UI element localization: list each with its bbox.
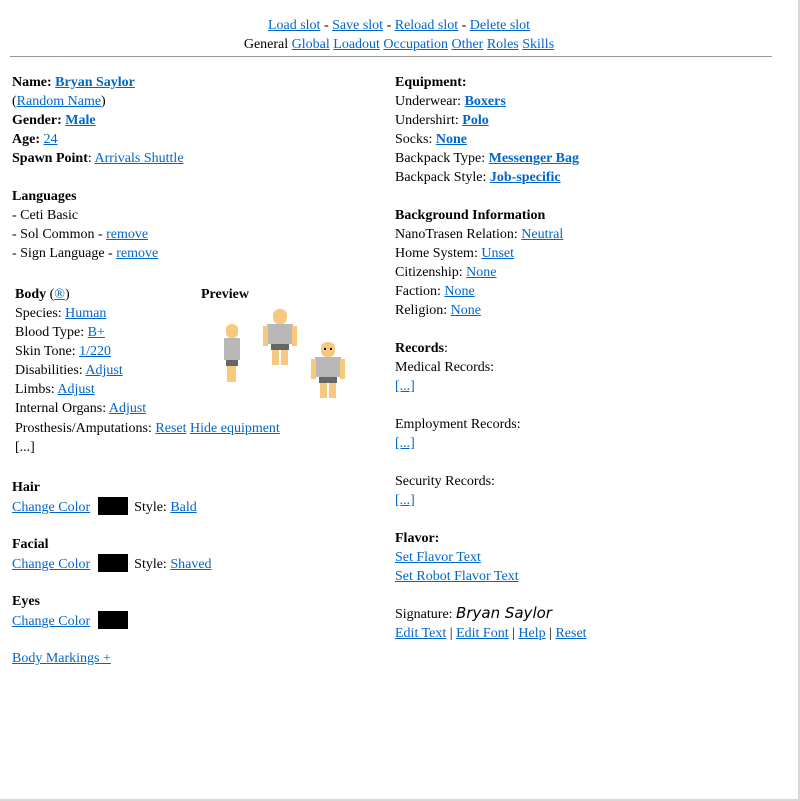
faction-link[interactable]: None [444, 284, 475, 299]
security-records-label: Security Records: [395, 474, 495, 489]
medical-records-label: Medical Records: [395, 360, 495, 375]
gender-link[interactable]: Male [65, 113, 96, 128]
save-slot-link[interactable]: Save slot [332, 18, 384, 33]
facial-title: Facial [12, 537, 49, 552]
load-slot-link[interactable]: Load slot [267, 18, 321, 33]
eyes-change-color-link[interactable]: Change Color [12, 614, 91, 629]
limbs-adjust-link[interactable]: Adjust [57, 382, 95, 397]
tab-roles[interactable]: Roles [486, 37, 519, 52]
species-link[interactable]: Human [65, 306, 107, 321]
help-link[interactable]: Help [518, 626, 546, 641]
gender-label: Gender: [12, 113, 62, 128]
preview-sprite-side [220, 322, 244, 384]
citizenship-link[interactable]: None [466, 265, 497, 280]
body-reg-link[interactable]: ® [54, 287, 65, 302]
reload-slot-link[interactable]: Reload slot [394, 18, 459, 33]
signature-label: Signature: [395, 607, 453, 622]
set-robot-flavor-text-link[interactable]: Set Robot Flavor Text [395, 569, 519, 584]
facial-color-swatch [98, 554, 128, 572]
tab-loadout[interactable]: Loadout [333, 37, 380, 52]
name-label: Name: [12, 75, 52, 90]
medical-records-link[interactable]: [...] [395, 379, 415, 394]
signature-value: Bryan Saylor [456, 604, 552, 622]
hair-color-swatch [98, 497, 128, 515]
preview-sprite-front [310, 341, 346, 399]
age-label: Age: [12, 132, 40, 147]
hair-style-link[interactable]: Bald [170, 500, 197, 515]
spawn-point-link[interactable]: Arrivals Shuttle [94, 151, 184, 166]
undershirt-link[interactable]: Polo [462, 113, 489, 128]
backpack-style-link[interactable]: Job-specific [489, 170, 561, 185]
slot-links: Load slot - Save slot - Reload slot - Delete slot [267, 18, 531, 33]
employment-records-link[interactable]: [...] [395, 436, 415, 451]
facial-change-color-link[interactable]: Change Color [12, 557, 91, 572]
religion-link[interactable]: None [450, 303, 481, 318]
facial-style-link[interactable]: Shaved [170, 557, 212, 572]
spawn-label: Spawn Point [12, 151, 88, 166]
body-title: Body [15, 287, 47, 302]
hair-change-color-link[interactable]: Change Color [12, 500, 91, 515]
socks-link[interactable]: None [435, 132, 467, 147]
prosthesis-reset-link[interactable]: Reset [155, 421, 187, 436]
hair-title: Hair [12, 480, 40, 495]
disabilities-adjust-link[interactable]: Adjust [85, 363, 123, 378]
equipment-title: Equipment: [395, 75, 467, 90]
preview-sprite-back [262, 308, 298, 366]
age-link[interactable]: 24 [43, 132, 58, 147]
language-item: - Sign Language - [12, 246, 117, 261]
employment-records-label: Employment Records: [395, 417, 521, 432]
remove-language-link[interactable]: remove [116, 246, 159, 261]
delete-slot-link[interactable]: Delete slot [469, 18, 531, 33]
language-item: - Ceti Basic [12, 208, 79, 223]
set-flavor-text-link[interactable]: Set Flavor Text [395, 550, 481, 565]
background-title: Background Information [395, 208, 546, 223]
random-name-link[interactable]: Random Name [16, 94, 102, 109]
tab-other[interactable]: Other [451, 37, 484, 52]
body-markings-link[interactable]: Body Markings + [12, 651, 111, 666]
security-records-link[interactable]: [...] [395, 493, 415, 508]
body-more: [...] [15, 440, 35, 455]
blood-type-link[interactable]: B+ [87, 325, 105, 340]
tab-general: General [243, 37, 289, 52]
eyes-color-swatch [98, 611, 128, 629]
tab-global[interactable]: Global [291, 37, 330, 52]
records-title: Records [395, 341, 444, 356]
nt-relation-link[interactable]: Neutral [521, 227, 564, 242]
underwear-link[interactable]: Boxers [464, 94, 506, 109]
home-system-link[interactable]: Unset [481, 246, 515, 261]
languages-title: Languages [12, 189, 77, 204]
edit-text-link[interactable]: Edit Text [395, 626, 447, 641]
tab-occupation[interactable]: Occupation [383, 37, 448, 52]
signature-reset-link[interactable]: Reset [555, 626, 587, 641]
tab-bar [0, 35, 798, 54]
organs-adjust-link[interactable]: Adjust [108, 401, 147, 416]
remove-language-link[interactable]: remove [106, 227, 149, 242]
skin-tone-link[interactable]: 1/220 [79, 344, 111, 359]
eyes-title: Eyes [12, 594, 40, 609]
edit-font-link[interactable]: Edit Font [456, 626, 509, 641]
flavor-title: Flavor: [395, 531, 440, 546]
divider [10, 56, 772, 57]
language-item: - Sol Common - [12, 227, 107, 242]
name-link[interactable]: Bryan Saylor [55, 75, 135, 90]
tab-skills[interactable]: Skills [522, 37, 555, 52]
hide-equipment-link[interactable]: Hide equipment [190, 421, 280, 436]
preview-title: Preview [201, 287, 249, 302]
backpack-type-link[interactable]: Messenger Bag [488, 151, 579, 166]
character-setup-window: Load slot - Save slot - Reload slot - Delete slot General Global Loadout Occupation Other Roles Skills Name: Bryan Saylor (Random Name) Gender: Male Age: 24 Spawn Point: Arrivals Shuttle Languages - Ceti Basic - Sol Common - remove - Sign Language - remove Body (®) Preview Species: Human Blood Type: B+ Skin Tone: 1/220 Disabilities: Adjust Limbs: Adjust Internal Organs: Adjust Prosthesis/Amputations: Reset Hide equipment [...] Hair Change Color Style: Bald Facial Change Color Style: Shaved Eyes Change Color Body Markings + Equipment: Underwear: Boxers Undershirt: Polo Socks: None Backpack Type: Messenger Bag Backpack Style: Job-specific Background Information NanoTrasen Relation: Neutral Home System: Unset Citizenship: None Faction: None Religion: None Records: Medical Records: [...] Employment Records: [...] Security Records: [...] Flavor: Set Flavor Text Set Robot Flavor Text Signature: Bryan Saylor Edit Text | Edit Font | Help | Reset [0, 0, 800, 801]
